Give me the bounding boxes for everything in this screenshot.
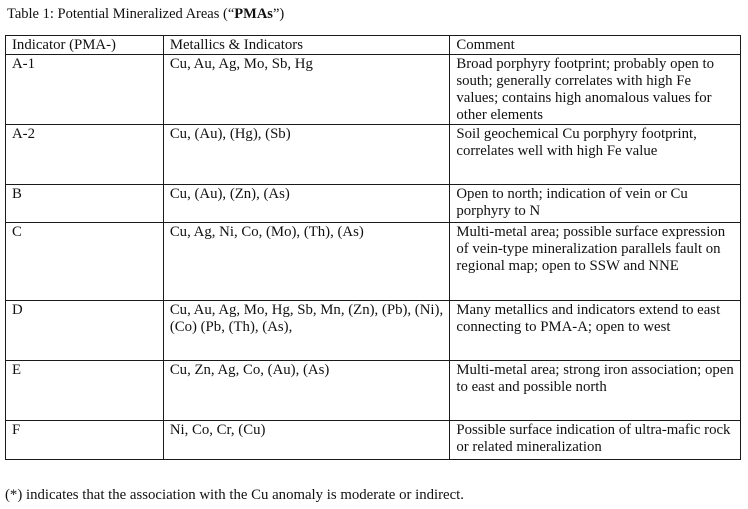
- caption-bold: PMAs: [234, 6, 273, 22]
- cell-metallics: Cu, (Au), (Zn), (As): [163, 185, 450, 223]
- cell-indicator: E: [6, 361, 164, 421]
- cell-indicator: C: [6, 223, 164, 301]
- cell-metallics: Ni, Co, Cr, (Cu): [163, 421, 450, 460]
- cell-indicator: A-1: [6, 55, 164, 125]
- cell-indicator: B: [6, 185, 164, 223]
- table-row: [6, 55, 741, 125]
- table-header-row: [6, 36, 741, 55]
- header-indicator: Indicator (PMA-): [6, 36, 164, 55]
- cell-comment: Multi-metal area; possible surface expression of vein-type mineralization parallels fault on regional map; open to SSW and NNE: [450, 223, 741, 301]
- caption-prefix: Table 1: Potential Mineralized Areas (“: [7, 6, 235, 22]
- header-comment: Comment: [450, 36, 741, 55]
- header-metallics: Metallics & Indicators: [163, 36, 450, 55]
- cell-metallics: Cu, (Au), (Hg), (Sb): [163, 125, 450, 185]
- cell-indicator: F: [6, 421, 164, 460]
- cell-metallics: Cu, Au, Ag, Mo, Sb, Hg: [163, 55, 450, 125]
- table-row: [6, 223, 741, 301]
- caption-suffix: ”): [272, 6, 285, 22]
- cell-comment: Possible surface indication of ultra-mafic rock or related mineralization: [450, 421, 741, 460]
- cell-metallics: Cu, Au, Ag, Mo, Hg, Sb, Mn, (Zn), (Pb), (Ni), (Co) (Pb, (Th), (As),: [163, 301, 450, 361]
- pma-table: [5, 35, 741, 460]
- table-row: [6, 361, 741, 421]
- cell-comment: Broad porphyry footprint; probably open to south; generally correlates with high Fe values; contains high anomalous values for other elements: [450, 55, 741, 125]
- cell-comment: Many metallics and indicators extend to east connecting to PMA-A; open to west: [450, 301, 741, 361]
- table-row: [6, 185, 741, 223]
- table-row: [6, 421, 741, 460]
- cell-indicator: D: [6, 301, 164, 361]
- table-caption: [7, 5, 284, 23]
- table-row: [6, 125, 741, 185]
- footnote: (*) indicates that the association with the Cu anomaly is moderate or indirect.: [5, 487, 464, 503]
- cell-indicator: A-2: [6, 125, 164, 185]
- cell-comment: Open to north; indication of vein or Cu porphyry to N: [450, 185, 741, 223]
- cell-metallics: Cu, Zn, Ag, Co, (Au), (As): [163, 361, 450, 421]
- cell-comment: Multi-metal area; strong iron association; open to east and possible north: [450, 361, 741, 421]
- cell-comment: Soil geochemical Cu porphyry footprint, correlates well with high Fe value: [450, 125, 741, 185]
- table-row: [6, 301, 741, 361]
- cell-metallics: Cu, Ag, Ni, Co, (Mo), (Th), (As): [163, 223, 450, 301]
